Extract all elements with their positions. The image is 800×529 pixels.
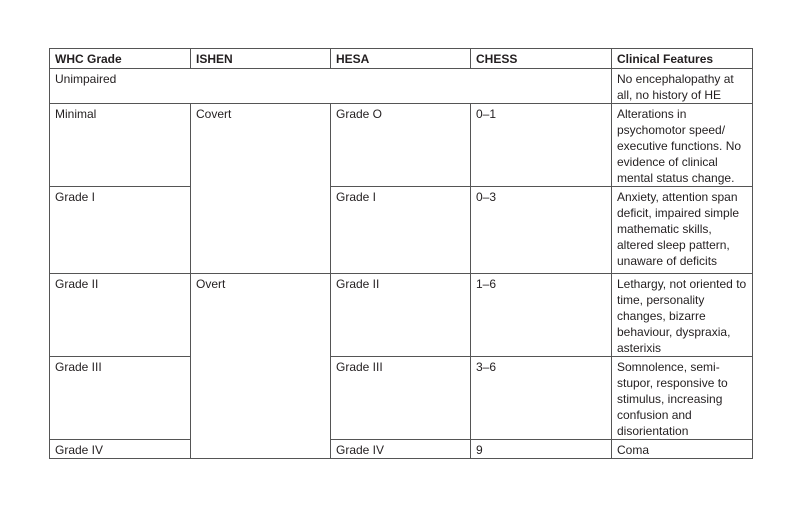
ishen-cell: Overt bbox=[191, 274, 331, 459]
clinical-features-cell: Somnolence, semi-stupor, responsive to stimulus, increasing confusion and disorientation bbox=[612, 357, 753, 440]
hesa-cell: Grade III bbox=[331, 357, 471, 440]
table-row bbox=[50, 187, 753, 274]
whc-grade-cell: Grade I bbox=[50, 187, 191, 274]
header-hesa: HESA bbox=[331, 49, 471, 69]
chess-cell: 0–3 bbox=[471, 187, 612, 274]
header-row bbox=[50, 49, 753, 69]
chess-cell: 9 bbox=[471, 440, 612, 459]
hesa-cell: Grade II bbox=[331, 274, 471, 357]
whc-grade-cell: Unimpaired bbox=[50, 69, 612, 104]
whc-grade-cell: Minimal bbox=[50, 104, 191, 187]
clinical-features-cell: Anxiety, attention span deficit, impaired simple mathematic skills, altered sleep pattern, unaware of deficits bbox=[612, 187, 753, 274]
hepatic-encephalopathy-grading-table bbox=[49, 48, 753, 459]
hesa-cell: Grade IV bbox=[331, 440, 471, 459]
clinical-features-cell: Lethargy, not oriented to time, personality changes, bizarre behaviour, dyspraxia, asterixis bbox=[612, 274, 753, 357]
chess-cell: 1–6 bbox=[471, 274, 612, 357]
whc-grade-cell: Grade IV bbox=[50, 440, 191, 459]
header-ishen: ISHEN bbox=[191, 49, 331, 69]
ishen-cell: Covert bbox=[191, 104, 331, 274]
clinical-features-cell: Alterations in psychomotor speed/ executive functions. No evidence of clinical mental status change. bbox=[612, 104, 753, 187]
hesa-cell: Grade O bbox=[331, 104, 471, 187]
chess-cell: 0–1 bbox=[471, 104, 612, 187]
header-clinical-features: Clinical Features bbox=[612, 49, 753, 69]
chess-cell: 3–6 bbox=[471, 357, 612, 440]
table-row bbox=[50, 104, 753, 187]
clinical-features-cell: No encephalopathy at all, no history of HE bbox=[612, 69, 753, 104]
whc-grade-cell: Grade II bbox=[50, 274, 191, 357]
clinical-features-cell: Coma bbox=[612, 440, 753, 459]
table-row bbox=[50, 69, 753, 104]
table-row bbox=[50, 274, 753, 357]
header-chess: CHESS bbox=[471, 49, 612, 69]
table-row bbox=[50, 357, 753, 440]
table-row bbox=[50, 440, 753, 459]
whc-grade-cell: Grade III bbox=[50, 357, 191, 440]
hesa-cell: Grade I bbox=[331, 187, 471, 274]
header-whc-grade: WHC Grade bbox=[50, 49, 191, 69]
